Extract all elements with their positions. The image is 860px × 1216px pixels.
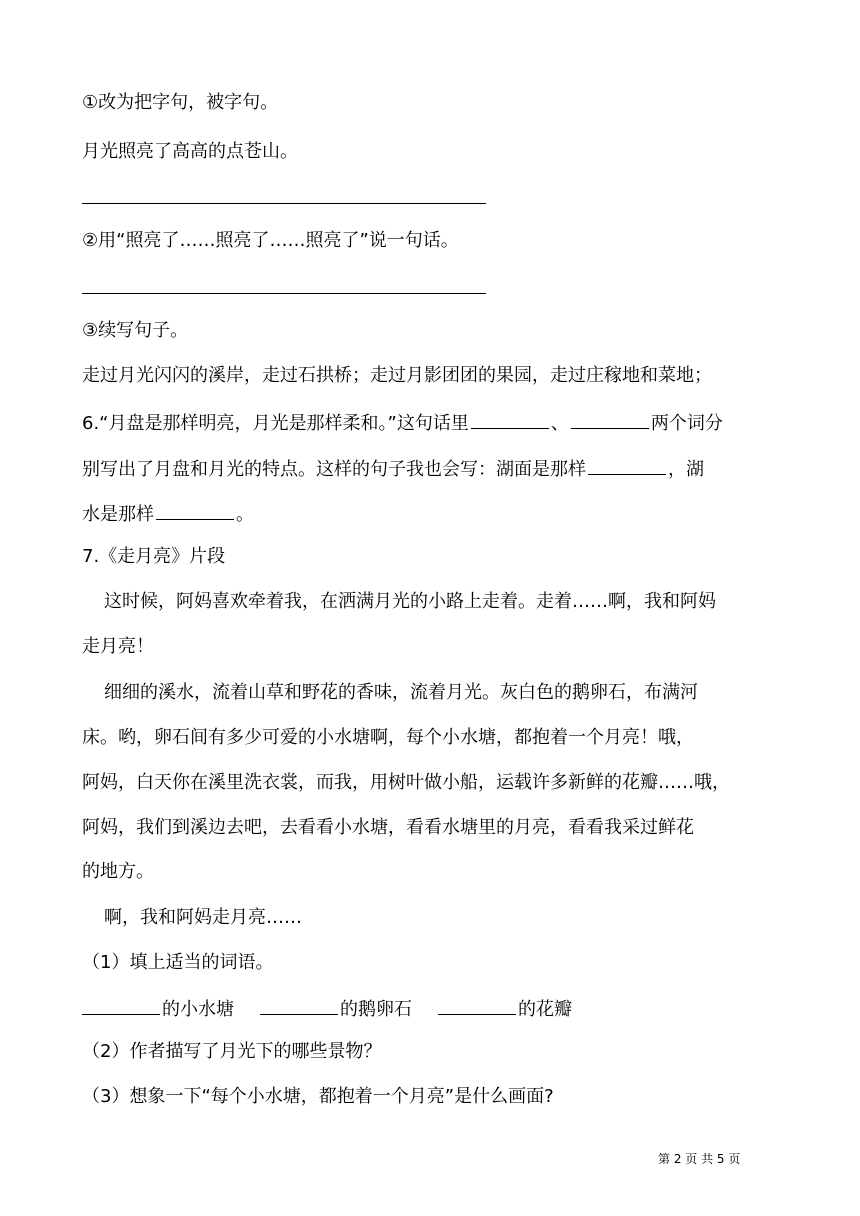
q5-sub1-sentence: 月光照亮了高高的点苍山。 — [82, 141, 298, 162]
q7-title: 7.《走月亮》片段 — [82, 546, 226, 567]
q6-separator: 、 — [550, 413, 569, 434]
fill-blank — [471, 410, 549, 429]
q7-para2-line2: 床。哟，卵石间有多少可爱的小水塘啊，每个小水塘，都抱着一个月亮！哦， — [82, 727, 694, 748]
fill-blank — [571, 410, 649, 429]
q7-para1-line1: 这时候，阿妈喜欢牵着我，在洒满月光的小路上走着。走着……啊，我和阿妈 — [104, 591, 716, 612]
q7-para2-line4: 阿妈，我们到溪边去吧，去看看小水塘，看看水塘里的月亮，看看我采过鲜花 — [82, 817, 694, 838]
q7-para2-line5: 的地方。 — [82, 861, 154, 882]
q7-para3: 啊，我和阿妈走月亮…… — [104, 907, 302, 928]
q6-line3 — [82, 501, 254, 527]
fill-blank — [438, 996, 516, 1015]
q7-para2-line3: 阿妈，白天你在溪里洗衣裳，而我，用树叶做小船，运载许多新鲜的花瓣……哦， — [82, 772, 730, 793]
q5-sub3-sentence: 走过月光闪闪的溪岸，走过石拱桥；走过月影团团的果园，走过庄稼地和菜地； — [82, 365, 712, 386]
fill-blank — [82, 996, 160, 1015]
q7-sub1: （1）填上适当的词语。 — [82, 952, 274, 973]
q6-text: 别写出了月盘和月光的特点。这样的句子我也会写：湖面是那样 — [82, 459, 586, 480]
fill-blank — [588, 456, 666, 475]
answer-line — [82, 293, 486, 294]
q5-sub1-label: ①改为把字句，被字句。 — [82, 92, 279, 113]
q7-sub2: （2）作者描写了月光下的哪些景物？ — [82, 1041, 382, 1062]
q7-para2-line1: 细细的溪水，流着山草和野花的香味，流着月光。灰白色的鹅卵石，布满河 — [104, 682, 698, 703]
q7-fill-row — [82, 996, 572, 1022]
q5-sub3-label: ③续写句子。 — [82, 320, 189, 341]
q6-text: 。 — [236, 504, 254, 525]
page-indicator: 第 2 页 共 5 页 — [658, 1152, 741, 1166]
q6-text: ，湖 — [668, 459, 704, 480]
q5-sub2-label: ②用“照亮了……照亮了……照亮了”说一句话。 — [82, 230, 459, 251]
q6-line2 — [82, 456, 704, 482]
q7-para1-line2: 走月亮！ — [82, 636, 154, 657]
q6-text: 两个词分 — [650, 413, 723, 434]
q6-text: 水是那样 — [82, 504, 154, 525]
q6-text: 6.“月盘是那样明亮，月光是那样柔和。”这句话里 — [82, 413, 469, 434]
fill-blank — [156, 501, 234, 520]
answer-line — [82, 203, 486, 204]
fill-blank — [260, 996, 338, 1015]
fill-label-petal: 的花瓣 — [518, 999, 572, 1020]
fill-label-pebble: 的鹅卵石 — [340, 999, 412, 1020]
q6-line1 — [82, 410, 723, 436]
q7-sub3: （3）想象一下“每个小水塘，都抱着一个月亮”是什么画面? — [82, 1086, 554, 1107]
fill-label-pond: 的小水塘 — [162, 999, 234, 1020]
